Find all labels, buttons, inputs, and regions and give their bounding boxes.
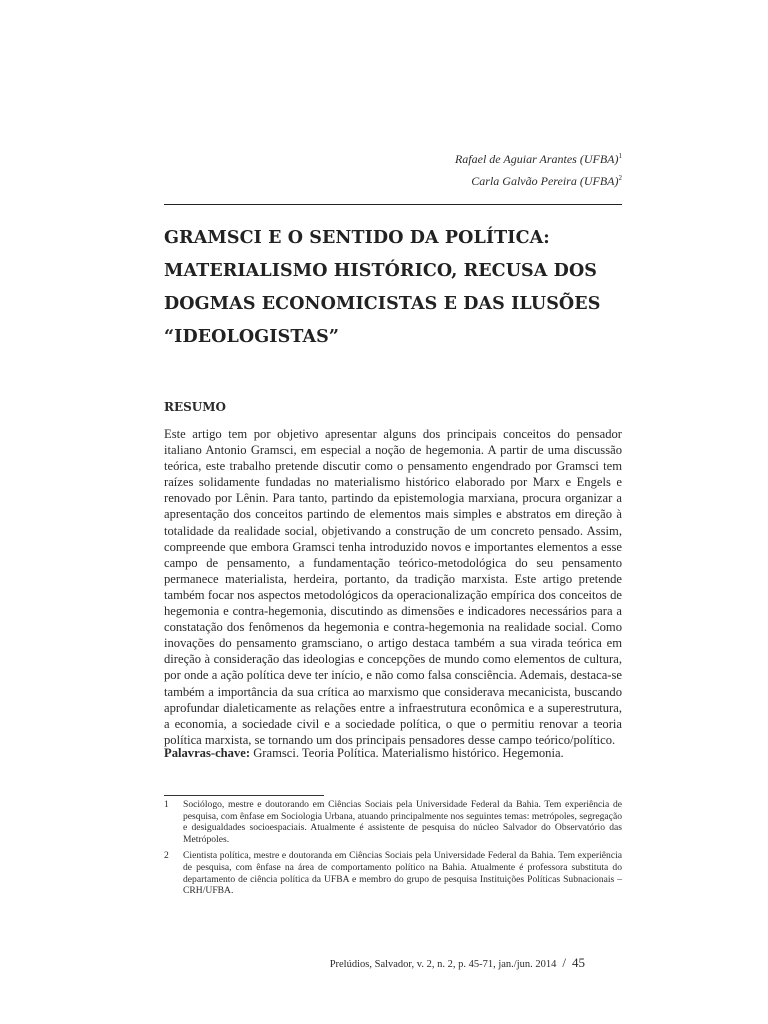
title-divider	[164, 204, 622, 205]
abstract-heading: RESUMO	[164, 400, 226, 414]
keywords-value: Gramsci. Teoria Política. Materialismo histórico. Hegemonia.	[250, 746, 564, 760]
title-line: DOGMAS ECONOMICISTAS E DAS ILUSÕES	[164, 294, 601, 314]
title-line: “IDEOLOGISTAS”	[164, 327, 340, 347]
title-line: MATERIALISMO HISTÓRICO, RECUSA DOS	[164, 261, 598, 281]
footnote-number: 2	[164, 850, 169, 862]
keywords	[164, 745, 622, 761]
page-footer	[330, 955, 585, 971]
keywords-label: Palavras-chave:	[164, 746, 251, 760]
footnote-number: 1	[164, 799, 169, 810]
title-line: GRAMSCI E O SENTIDO DA POLÍTICA:	[164, 228, 550, 248]
footnote	[164, 799, 622, 845]
footnote-text: Sociólogo, mestre e doutorando em Ciências Sociais pela Universidade Federal da Bahia. Tem experiência de pesquisa, com ênfase em Sociologia Urbana, atuando principalmente nos seguintes temas: metrópoles, segregação e desigualdades socioespaciais. Atualmente é assistente de pesquisa do núcleo Salvador do Observatório das Metrópoles.	[183, 799, 622, 845]
journal-citation: Prelúdios, Salvador, v. 2, n. 2, p. 45-71, jan./jun. 2014	[329, 959, 557, 970]
author-name: Rafael de Aguiar Arantes (UFBA)	[454, 152, 619, 166]
author-block	[455, 147, 622, 191]
footnote-ref: 1	[618, 152, 622, 160]
author-line	[455, 169, 622, 191]
abstract-text: Este artigo tem por objetivo apresentar alguns dos principais conceitos do pensador italiano Antonio Gramsci, em especial a noção de hegemonia. A partir de uma discussão teórica, este trabalho pretende discutir como o pensamento engendrado por Gramsci tem raízes solidamente fundadas no materialismo histórico elaborado por Marx e Engels e renovado por Lênin. Para tanto, partindo da epistemologia marxiana, procura organizar a apresentação dos conceitos partindo de elementos mais simples e abstratos em direção à totalidade da realidade social, objetivando a construção de um concreto pensado. Assim, compreende que embora Gramsci tenha introduzido novos e importantes elementos a esse campo de pensamento, a fundamentação teórico-metodológica do seu pensamento permanece materialista, herdeira, portanto, da tradição marxista. Este artigo pretende também focar nos aspectos metodológicos da operacionalização empírica dos conceitos de hegemonia e contra-hegemonia, discutindo as dimensões e indicadores necessários para a constatação dos fenômenos da hegemonia e contra-hegemonia na realidade social. Como inovações do pensamento gramsciano, o artigo destaca também a sua virada teórica em direção à consideração das ideologias e concepções de mundo como elementos de cultura, por onde a ação política deve ter início, e não como falsa consciência. Ademais, destaca-se também a importância da sua crítica ao marxismo que considerava mecanicista, buscando aprofundar dialeticamente as relações entre a infraestrutura econômica e a superestrutura, a economia, a sociedade civil e a sociedade política, o que o permitiu renovar a teoria política marxista, se tornando um dos principais pensadores desse campo teórico/político.	[164, 427, 622, 747]
footnote-divider	[164, 795, 324, 796]
page-number: 45	[572, 955, 585, 970]
author-name: Carla Galvão Pereira (UFBA)	[471, 174, 619, 188]
author-line	[455, 147, 622, 169]
footnote-ref: 2	[618, 174, 622, 182]
article-title	[164, 222, 624, 354]
footnotes	[164, 799, 622, 902]
footer-separator: /	[562, 955, 566, 970]
footnote-text: Cientista política, mestre e doutoranda em Ciências Sociais pela Universidade Federal da Bahia. Tem experiência de pesquisa, com ênfase na área de comportamento político na Bahia. Atualmente é professora substituta do departamento de ciência política da UFBA e membro do grupo de pesquisa Instituições Políticas Subnacionais – CRH/UFBA.	[183, 850, 622, 897]
footnote	[164, 850, 622, 896]
